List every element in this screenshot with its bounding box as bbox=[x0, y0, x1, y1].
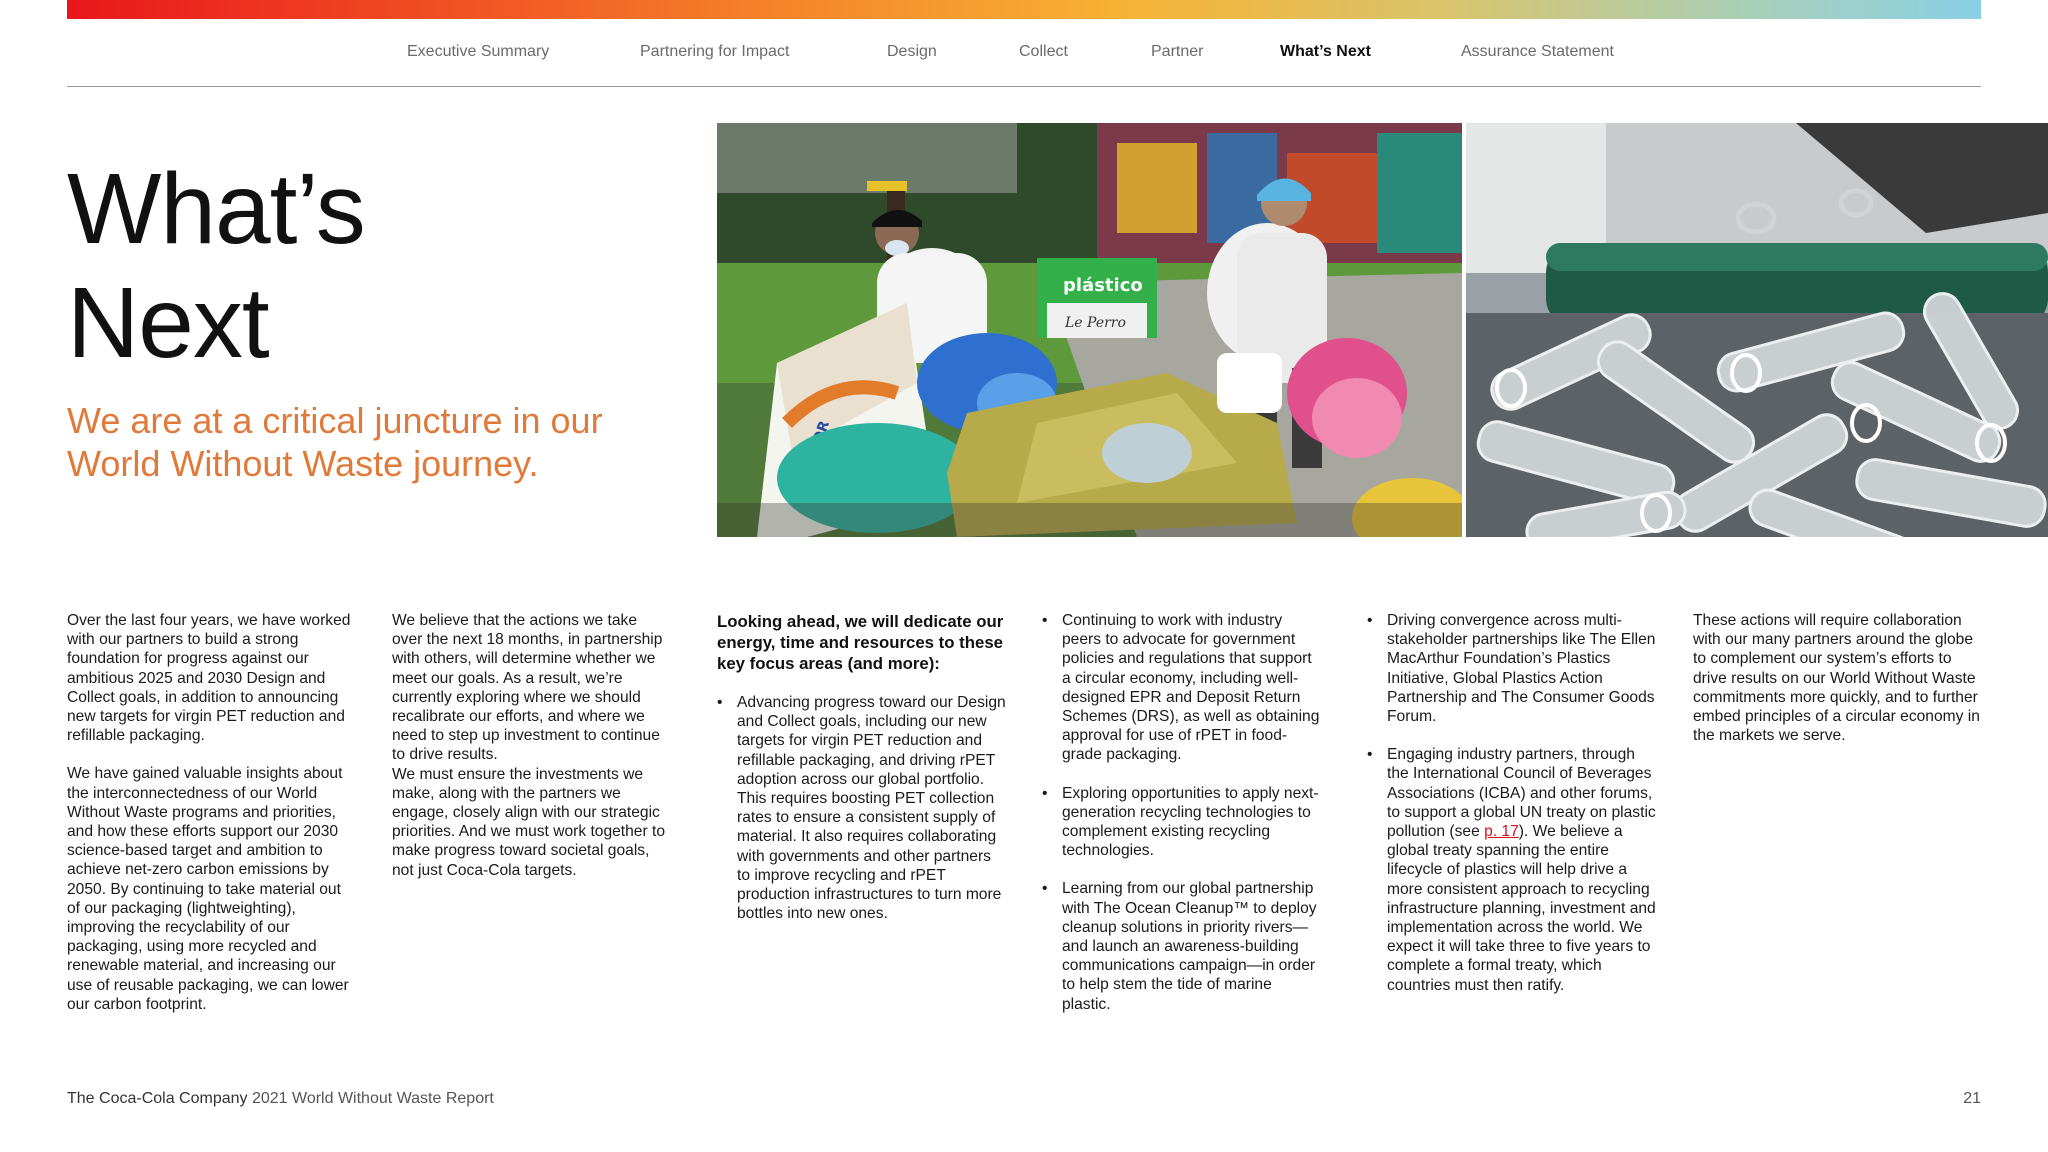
footer-report-title bbox=[67, 1090, 494, 1108]
focus-area-design-collect: • Advancing progress toward our Design and Collect goals, including our new targets for virgin PET reduction and refillable packaging, and driving rPET adoption across our global portfolio. This requires boosting PET collection rates to ensure a consistent supply of material. It also requires collaborating with governments and other partners to improve recycling and rPET production infrastructures to turn more bottles into new ones. bbox=[717, 693, 1007, 923]
page-number: 21 bbox=[1963, 1090, 1981, 1107]
gradient-header-bar bbox=[67, 0, 1981, 19]
focus-area-policy-advocacy: • Continuing to work with industry peers to advocate for government policies and regulations that support a circular economy, including well-designed EPR and Deposit Return Schemes (DRS), as well as obtaining approval for use of rPET in food-grade packaging. bbox=[1042, 611, 1322, 765]
un-treaty-text-b: ). We believe a global treaty spanning the entire lifecycle of plastics will help drive a more consistent approach to recycling infrastructure planning, investment and implementation across the world. We expect it will take three to five years to complete a formal treaty, which countries must then ratify. bbox=[1387, 823, 1656, 994]
col6-paragraph-1: These actions will require collaboration with our many partners around the globe to complement our system’s efforts to drive results on our World Without Waste commitments more quickly, and to further embed principles of a circular economy in the markets we serve. bbox=[1693, 612, 1980, 745]
focus-areas-heading: Looking ahead, we will dedicate our energy, time and resources to these key focus areas (and more): bbox=[717, 612, 1004, 673]
focus-area-recycling-technologies: • Exploring opportunities to apply next-generation recycling technologies to complement existing recycling technologies. bbox=[1042, 784, 1322, 861]
nav-tab-executive-summary[interactable]: Executive Summary bbox=[407, 43, 550, 60]
col1-paragraph-1: Over the last four years, we have worked with our partners to build a strong foundation for progress against our ambitious 2025 and 2030 Design and Collect goals, in addition to announcing new targets for virgin PET reduction and refillable packaging. bbox=[67, 612, 351, 745]
page-title bbox=[67, 152, 627, 380]
nav-tab-collect[interactable]: Collect bbox=[1019, 43, 1068, 60]
sign-handwritten-text: Le Perro bbox=[1065, 315, 1126, 331]
page-subtitle: We are at a critical juncture in our World Without Waste journey. bbox=[67, 400, 603, 484]
nav-tab-partnering-for-impact[interactable]: Partnering for Impact bbox=[640, 43, 790, 60]
nav-tab-partner[interactable]: Partner bbox=[1151, 43, 1204, 60]
page-17-link[interactable]: p. 17 bbox=[1484, 823, 1519, 841]
footer-company-name: The Coca‑Cola Company bbox=[67, 1090, 248, 1107]
focus-area-partnerships: • Driving convergence across multi-stakeholder partnerships like The Ellen MacArthur Foundation’s Plastics Initiative, Global Plastics Action Partnership and The Consumer Goods Forum. bbox=[1367, 611, 1657, 726]
page-title-line1: What’s bbox=[67, 153, 365, 265]
sign-plastico-text: plástico bbox=[1063, 275, 1143, 296]
col1-paragraph-2: We have gained valuable insights about the interconnectedness of our World Without Waste programs and priorities, and how these efforts support our 2030 science-based target and ambition to achieve net-zero carbon emissions by 2050. By continuing to take material out of our packaging (lightweighting), improving the recyclability of our packaging, using more recycled and renewable material, and increasing our use of reusable packaging, we can lower our carbon footprint. bbox=[67, 765, 349, 1013]
nav-tab-whats-next[interactable]: What’s Next bbox=[1280, 43, 1371, 60]
nav-tab-assurance-statement[interactable]: Assurance Statement bbox=[1461, 43, 1614, 60]
col2-paragraph-2: We must ensure the investments we make, along with the partners we engage, closely align with our strategic priorities. And we must work together to make progress toward societal goals, not just Coca‑Cola targets. bbox=[392, 765, 666, 879]
focus-area-ocean-cleanup: • Learning from our global partnership with The Ocean Cleanup™ to deploy cleanup solutions in priority rivers—and launch an awareness-building communications campaign—in order to help stem the tide of marine plastic. bbox=[1042, 879, 1322, 1013]
top-navigation bbox=[67, 19, 1981, 87]
focus-areas-list-1 bbox=[717, 693, 1007, 923]
text-column-2 bbox=[392, 611, 667, 880]
photo-waste-collectors bbox=[717, 123, 1462, 537]
photo-waste-collectors-illustration bbox=[717, 123, 1462, 537]
page-title-line2: Next bbox=[67, 267, 269, 379]
text-column-4 bbox=[1042, 611, 1322, 1033]
footer-report-name: 2021 World Without Waste Report bbox=[247, 1090, 494, 1107]
text-column-3 bbox=[717, 611, 1007, 942]
photo-preforms bbox=[1466, 123, 2048, 537]
text-column-1 bbox=[67, 611, 357, 1014]
text-column-6 bbox=[1693, 611, 1983, 745]
text-column-5 bbox=[1367, 611, 1657, 1014]
focus-areas-list-2 bbox=[1042, 611, 1322, 1014]
focus-areas-list-3 bbox=[1367, 611, 1657, 995]
nav-tab-design[interactable]: Design bbox=[887, 43, 937, 60]
focus-area-un-treaty bbox=[1367, 745, 1657, 995]
photo-preforms-illustration bbox=[1466, 123, 2048, 537]
col2-paragraph-1: We believe that the actions we take over the next 18 months, in partnership with others, will determine whether we meet our goals. As a result, we’re currently exploring where we should recalibrate our efforts, and where we need to step up investment to continue to drive results. bbox=[392, 612, 663, 764]
un-treaty-text-a: Engaging industry partners, through the International Council of Beverages Associations (ICBA) and other forums, to support a global UN treaty on plastic pollution (see bbox=[1387, 746, 1656, 841]
